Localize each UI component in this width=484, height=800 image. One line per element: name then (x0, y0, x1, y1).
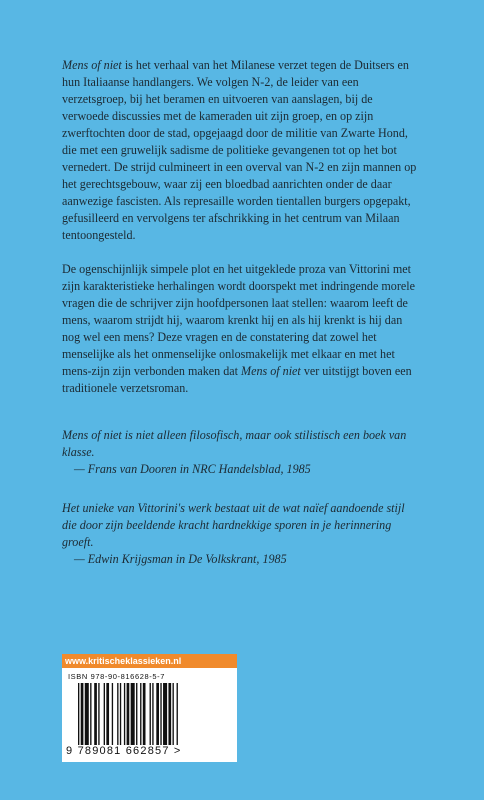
quote-text: Het unieke van Vittorini's werk bestaat uit de wat naïef aandoende stijl die door zijn beeldende kracht hardnekkige sporen in je herinnering groeft. (62, 501, 405, 549)
analysis-text-start: De ogenschijnlijk simpele plot en het uitgeklede proza van Vittorini met zijn karakteristieke herhalingen wordt doorspekt met indringende morele vragen die de schrijver zijn hoofdpersonen laat stellen: waarom leeft de mens, waarom strijdt hij, waarom krenkt hij en als hij krenkt is hij dan nog wel een mens? Deze vragen en de constatering dat zowel het menselijke als het onmenselijke onlosmakelijk met elkaar en met het mens-zijn zijn verbonden maken dat (62, 262, 415, 378)
book-title: Mens of niet (62, 58, 122, 72)
barcode-digits: 9 789081 662857 > (66, 745, 182, 757)
quote-attribution: — Frans van Dooren in NRC Handelsblad, 1985 (74, 462, 311, 476)
review-quote (62, 500, 422, 568)
review-quote (62, 427, 422, 478)
barcode-panel (62, 654, 237, 762)
analysis-text-end: ver uitstijgt boven een traditionele verzetsroman. (62, 364, 412, 395)
synopsis-text: is het verhaal van het Milanese verzet tegen de Duitsers en hun Italiaanse handlangers. We volgen N-2, de leider van een verzetsgroep, bij het beramen en uitvoeren van aanslagen, bij de verwoede discussies met de kameraden uit zijn groep, en op zijn zwerftochten door de stad, opgejaagd door de militie van Zwarte Hond, die met een gruwelijk sadisme de politieke gevangenen tot op het bot vernedert. De strijd culmineert in een overval van N-2 en zijn mannen op het gerechtsgebouw, waar zij een bloedbad aanrichten onder de daar aanwezige fascisten. Als represaille worden tientallen burgers opgepakt, gefusilleerd en vervolgens ter afschrikking in het centrum van Milaan tentoongesteld. (62, 58, 417, 242)
barcode-icon (76, 683, 226, 745)
book-title-inline: Mens of niet (241, 364, 301, 378)
synopsis-paragraph (62, 57, 422, 244)
back-cover-text (62, 57, 422, 568)
publisher-website[interactable]: www.kritischeklassieken.nl (62, 654, 237, 668)
quote-text: Mens of niet is niet alleen filosofisch, maar ook stilistisch een boek van klasse. (62, 428, 407, 459)
isbn-label: ISBN 978-90-816628-5-7 (68, 672, 166, 681)
barcode-box (62, 668, 237, 762)
quote-attribution: — Edwin Krijgsman in De Volkskrant, 1985 (74, 552, 287, 566)
analysis-paragraph (62, 261, 422, 397)
